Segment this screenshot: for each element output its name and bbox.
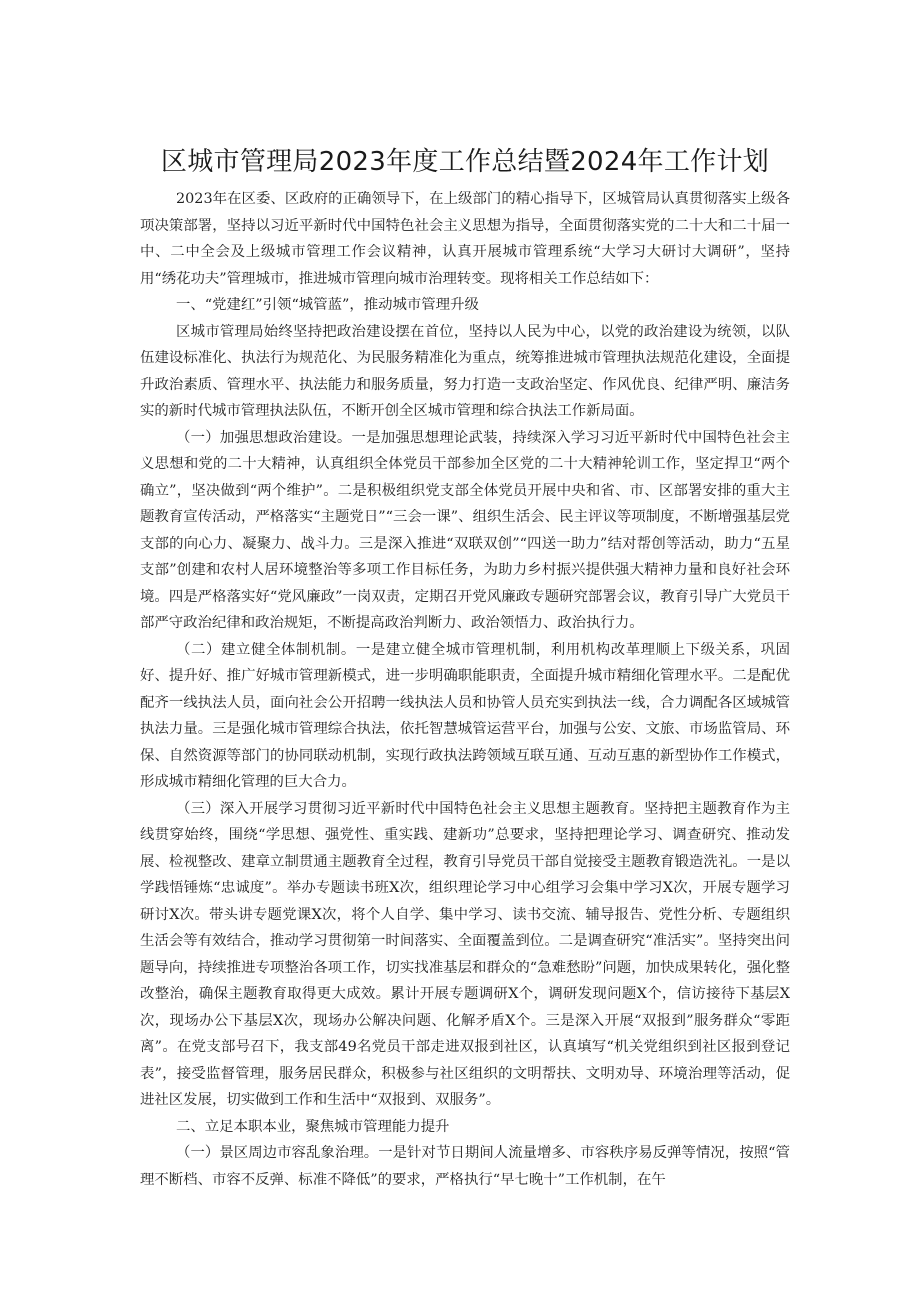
intro-paragraph: 2023年在区委、区政府的正确领导下，在上级部门的精心指导下，区城管局认真贯彻落实上级各项决策部署，坚持以习近平新时代中国特色社会主义思想为指导，全面贯彻落实党的二十大和二十届一中、二中全会及上级城市管理工作会议精神，认真开展城市管理系统“大学习大研讨大调研”，坚持用“绣花功夫”管理城市，推进城市管理向城市治理转变。现将相关工作总结如下： bbox=[140, 191, 790, 287]
body-paragraph: （一）景区周边市容乱象治理。一是针对节日期间人流量增多、市容秩序易反弹等情况，按照“管理不断档、市容不反弹、标准不降低”的要求，严格执行“早七晚十”工作机制，在午 bbox=[140, 1145, 790, 1188]
body-paragraph: （一）加强思想政治建设。一是加强思想理论武装，持续深入学习习近平新时代中国特色社会主义思想和党的二十大精神，认真组织全体党员干部参加全区党的二十大精神轮训工作，坚定捍卫“两个确立”，坚决做到“两个维护”。二是积极组织党支部全体党员开展中央和省、市、区部署安排的重大主题教育宣传活动，严格落实“主题党日”“三会一课”、组织生活会、民主评议等项制度，不断增强基层党支部的向心力、凝聚力、战斗力。三是深入推进“双联双创”“四送一助力”结对帮创等活动，助力“五星支部”创建和农村人居环境整治等多项工作目标任务，为助力乡村振兴提供强大精神力量和良好社会环境。四是严格落实好“党风廉政”一岗双责，定期召开党风廉政专题研究部署会议，教育引导广大党员干部严守政治纪律和政治规矩，不断提高政治判断力、政治领悟力、政治执行力。 bbox=[140, 429, 790, 631]
section-heading-2: 二、立足本职本业，聚焦城市管理能力提升 bbox=[176, 1118, 450, 1135]
body-paragraph: 区城市管理局始终坚持把政治建设摆在首位，坚持以人民为中心，以党的政治建设为统领，以队伍建设标准化、执法行为规范化、为民服务精准化为重点，统筹推进城市管理执法规范化建设，全面提升政治素质、管理水平、执法能力和服务质量，努力打造一支政治坚定、作风优良、纪律严明、廉洁务实的新时代城市管理执法队伍，不断开创全区城市管理和综合执法工作新局面。 bbox=[140, 323, 790, 419]
body-paragraph: （三）深入开展学习贯彻习近平新时代中国特色社会主义思想主题教育。坚持把主题教育作为主线贯穿始终，围绕“学思想、强党性、重实践、建新功”总要求，坚持把理论学习、调查研究、推动发展、检视整改、建章立制贯通主题教育全过程，教育引导党员干部自觉接受主题教育锻造洗礼。一是以学践悟锤炼“忠诚度”。举办专题读书班X次，组织理论学习中心组学习会集中学习X次，开展专题学习研讨X次。带头讲专题党课X次，将个人自学、集中学习、读书交流、辅导报告、党性分析、专题组织生活会等有效结合，推动学习贯彻第一时间落实、全面覆盖到位。二是调查研究“准活实”。坚持突出问题导向，持续推进专项整治各项工作，切实找准基层和群众的“急难愁盼”问题，加快成果转化，强化整改整治，确保主题教育取得更大成效。累计开展专题调研X个，调研发现问题X个，信访接待下基层X次，现场办公下基层X次，现场办公解决问题、化解矛盾X个。三是深入开展“双报到”服务群众“零距离”。在党支部号召下，我支部49名党员干部走进双报到社区，认真填写“机关党组织到社区报到登记表”，接受监督管理，服务居民群众，积极参与社区组织的文明帮扶、文明劝导、环境治理等活动，促进社区发展，切实做到工作和生活中“双报到、双服务”。 bbox=[140, 800, 790, 1108]
document-title: 区城市管理局2023年度工作总结暨2024年工作计划 bbox=[160, 147, 770, 177]
section-heading-1: 一、“党建红”引领“城管蓝”，推动城市管理升级 bbox=[176, 297, 479, 313]
body-paragraph: （二）建立健全体制机制。一是建立健全城市管理机制，利用机构改革理顺上下级关系，巩固好、提升好、推广好城市管理新模式，进一步明确职能职责，全面提升城市精细化管理水平。二是配优配齐一线执法人员，面向社会公开招聘一线执法人员和协管人员充实到执法一线，合力调配各区域城管执法力量。三是强化城市管理综合执法，依托智慧城管运营平台，加强与公安、文旅、市场监管局、环保、自然资源等部门的协同联动机制，实现行政执法跨领域互联互通、互动互惠的新型协作工作模式，形成城市精细化管理的巨大合力。 bbox=[140, 641, 790, 790]
document-page bbox=[140, 146, 790, 1193]
